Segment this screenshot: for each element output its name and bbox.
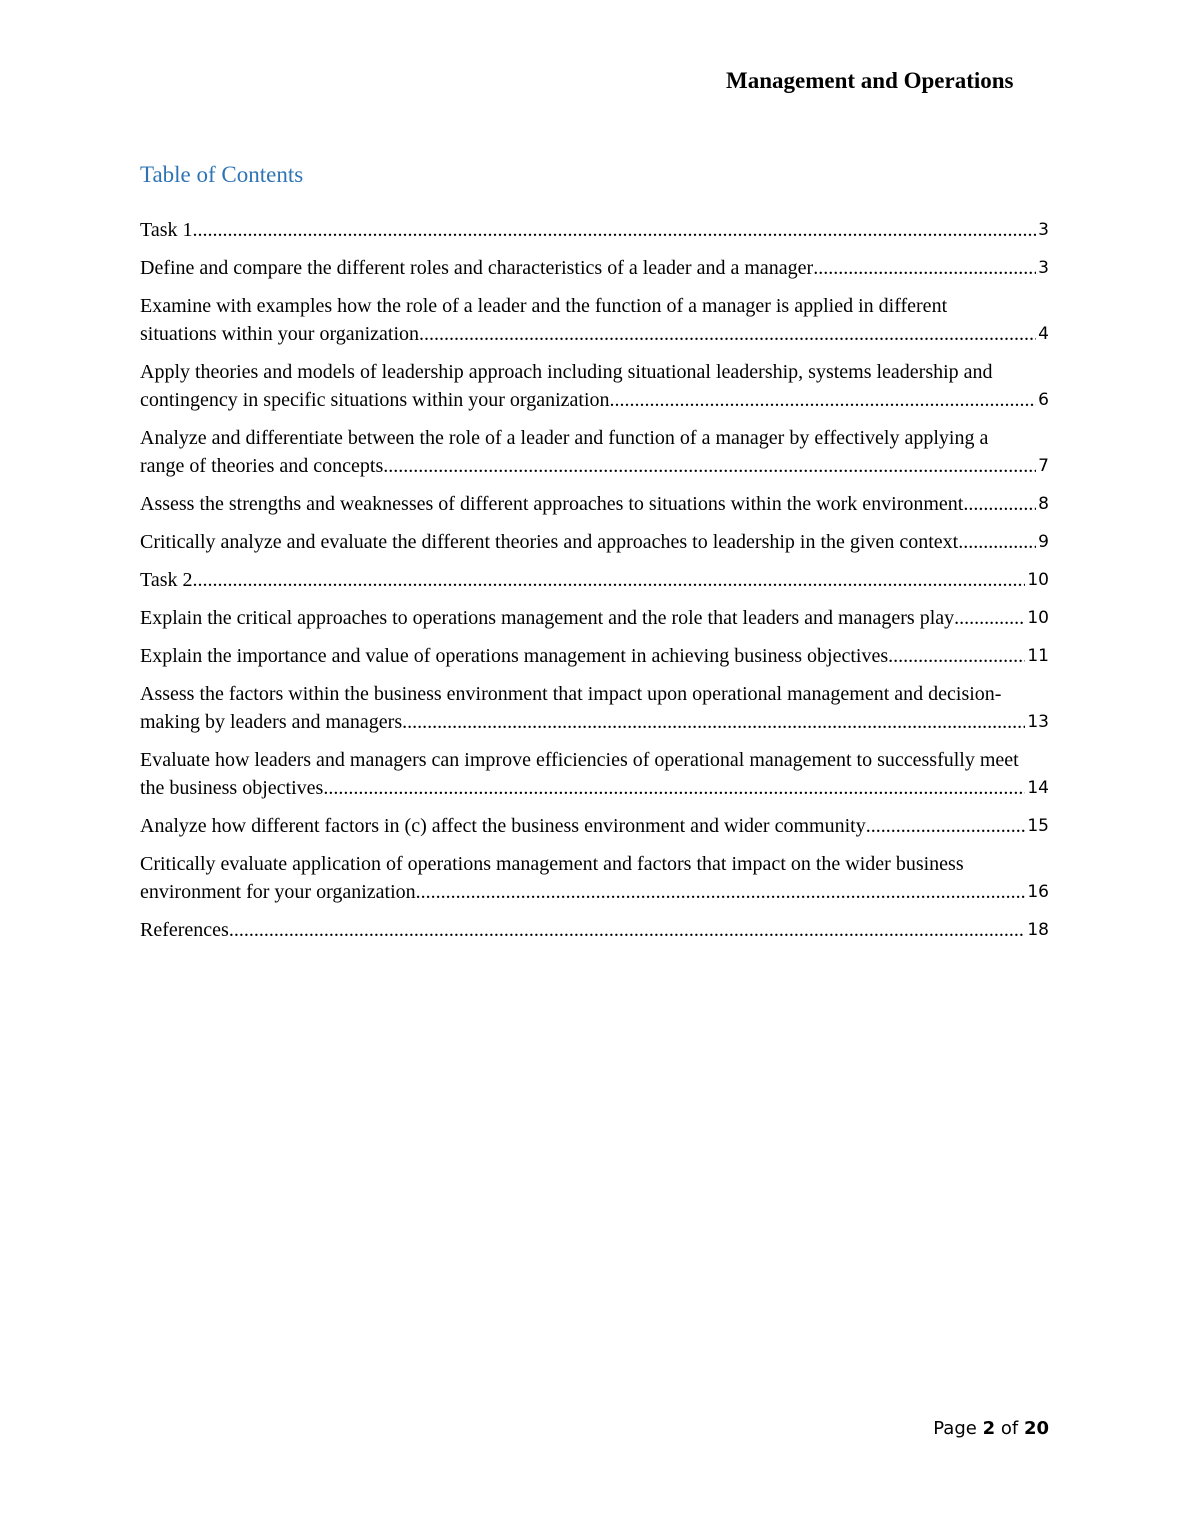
toc-entry-page: 7 [1036, 452, 1049, 480]
toc-entry-text: Assess the factors within the business environment that impact upon operational management and decision-making by leaders and managers ..... [140, 683, 1001, 733]
toc-entry-page: 16 [1025, 878, 1049, 906]
toc-entry-leader-manager-roles[interactable] [140, 254, 1049, 282]
toc-entry-importance-value[interactable] [140, 642, 1049, 670]
toc-entry-assess-factors[interactable] [140, 680, 1049, 736]
toc-entry-strengths-weaknesses[interactable] [140, 490, 1049, 518]
toc-entry-text: Explain the importance and value of operations management in achieving business objectives ..... [140, 645, 888, 667]
toc-entry-different-factors[interactable] [140, 812, 1049, 840]
toc-entry-page: 6 [1036, 386, 1049, 414]
toc-entry-examine-examples[interactable] [140, 292, 1049, 348]
toc-entry-page: 3 [1036, 216, 1049, 244]
footer-total-pages: 20 [1023, 1418, 1049, 1439]
toc-entry-text: References ..... [140, 919, 229, 941]
toc-entry-page: 10 [1025, 566, 1049, 594]
toc-entry-critically-evaluate[interactable] [140, 850, 1049, 906]
toc-entry-text: Analyze how different factors in (c) affect the business environment and wider community ..... [140, 815, 866, 837]
toc-entry-page: 15 [1025, 812, 1049, 840]
toc-entry-text: Critically analyze and evaluate the different theories and approaches to leadership in the given context. ..... [140, 531, 963, 553]
toc-entry-text: Assess the strengths and weaknesses of different approaches to situations within the work environment ..... [140, 493, 963, 515]
footer-current-page: 2 [982, 1418, 996, 1439]
toc-entry-improve-efficiencies[interactable] [140, 746, 1049, 802]
toc-entry-task-2[interactable] [140, 566, 1049, 594]
toc-entry-task-1[interactable] [140, 216, 1049, 244]
toc-entry-page: 14 [1025, 774, 1049, 802]
table-of-contents [140, 216, 1049, 954]
footer-of-label: of [1000, 1418, 1019, 1439]
toc-entry-text: Examine with examples how the role of a leader and the function of a manager is applied in different situations within your organization ..... [140, 295, 947, 345]
toc-entry-page: 13 [1025, 708, 1049, 736]
toc-entry-critically-analyze[interactable] [140, 528, 1049, 556]
toc-entry-page: 3 [1036, 254, 1049, 282]
page-footer [933, 1418, 1049, 1439]
footer-page-label: Page [933, 1418, 977, 1439]
toc-entry-text: Task 2 ..... [140, 569, 192, 591]
toc-entry-text: Critically evaluate application of operations management and factors that impact on the wider business environment for your organization ..... [140, 853, 964, 903]
toc-entry-text: Evaluate how leaders and managers can improve efficiencies of operational management to successfully meet the business objectives ..... [140, 749, 1019, 799]
toc-entry-text: Task 1 ..... [140, 219, 192, 241]
toc-entry-page: 8 [1036, 490, 1049, 518]
toc-entry-page: 9 [1036, 528, 1049, 556]
toc-entry-analyze-differentiate[interactable] [140, 424, 1049, 480]
toc-heading: Table of Contents [140, 162, 304, 187]
toc-entry-text: Apply theories and models of leadership approach including situational leadership, systems leadership and contingency in specific situations within your organization. ..... [140, 361, 993, 411]
toc-entry-text: Explain the critical approaches to operations management and the role that leaders and managers play ..... [140, 607, 954, 629]
toc-entry-apply-theories[interactable] [140, 358, 1049, 414]
toc-entry-text: Define and compare the different roles and characteristics of a leader and a manager ..... [140, 257, 813, 279]
toc-entry-page: 10 [1025, 604, 1049, 632]
toc-entry-text: Analyze and differentiate between the role of a leader and function of a manager by effectively applying a range of theories and concepts. ..... [140, 427, 988, 477]
document-header-title: Management and Operations [726, 68, 1014, 93]
toc-entry-page: 4 [1036, 320, 1049, 348]
toc-entry-references[interactable] [140, 916, 1049, 944]
toc-entry-page: 18 [1025, 916, 1049, 944]
toc-entry-page: 11 [1025, 642, 1049, 670]
toc-entry-critical-approaches[interactable] [140, 604, 1049, 632]
